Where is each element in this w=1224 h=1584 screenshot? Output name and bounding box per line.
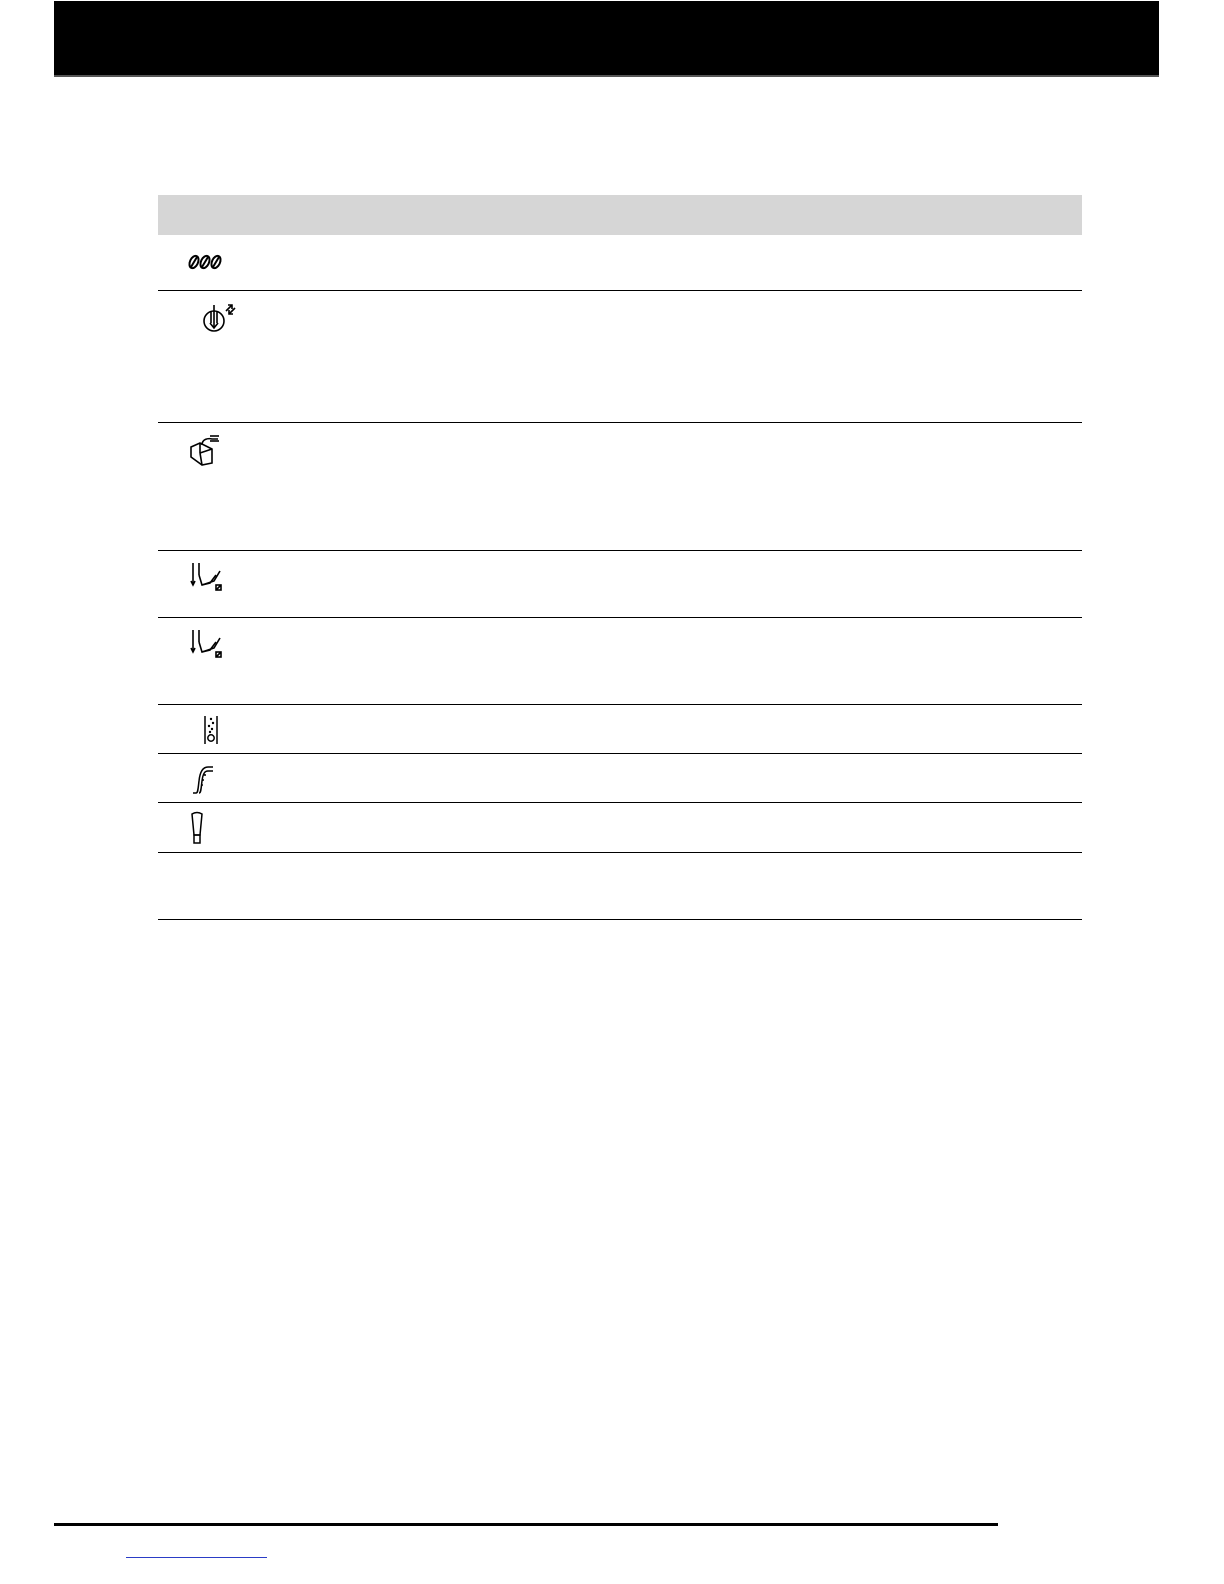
footer-rule bbox=[54, 1523, 998, 1526]
table-row bbox=[158, 754, 1082, 803]
table-row bbox=[158, 618, 1082, 705]
coffee-beans-icon bbox=[188, 253, 224, 271]
table-row bbox=[158, 291, 1082, 423]
table-row bbox=[158, 803, 1082, 853]
table-row bbox=[158, 551, 1082, 618]
page-header-bar bbox=[54, 1, 1159, 75]
grinder-adjust-icon bbox=[202, 301, 240, 335]
table-row bbox=[158, 235, 1082, 291]
milk-tube-icon bbox=[190, 763, 216, 795]
drip-tray-icon bbox=[190, 561, 226, 593]
symbols-table bbox=[158, 195, 1082, 920]
footer-link-underline[interactable] bbox=[126, 1557, 267, 1558]
table-row bbox=[158, 423, 1082, 551]
table-row bbox=[158, 705, 1082, 754]
cappuccino-spout-icon bbox=[190, 811, 204, 845]
table-row bbox=[158, 853, 1082, 920]
grounds-container-icon bbox=[202, 714, 220, 746]
table-header bbox=[158, 195, 1082, 235]
water-tank-icon bbox=[188, 433, 222, 467]
drip-tray-icon bbox=[190, 628, 226, 660]
